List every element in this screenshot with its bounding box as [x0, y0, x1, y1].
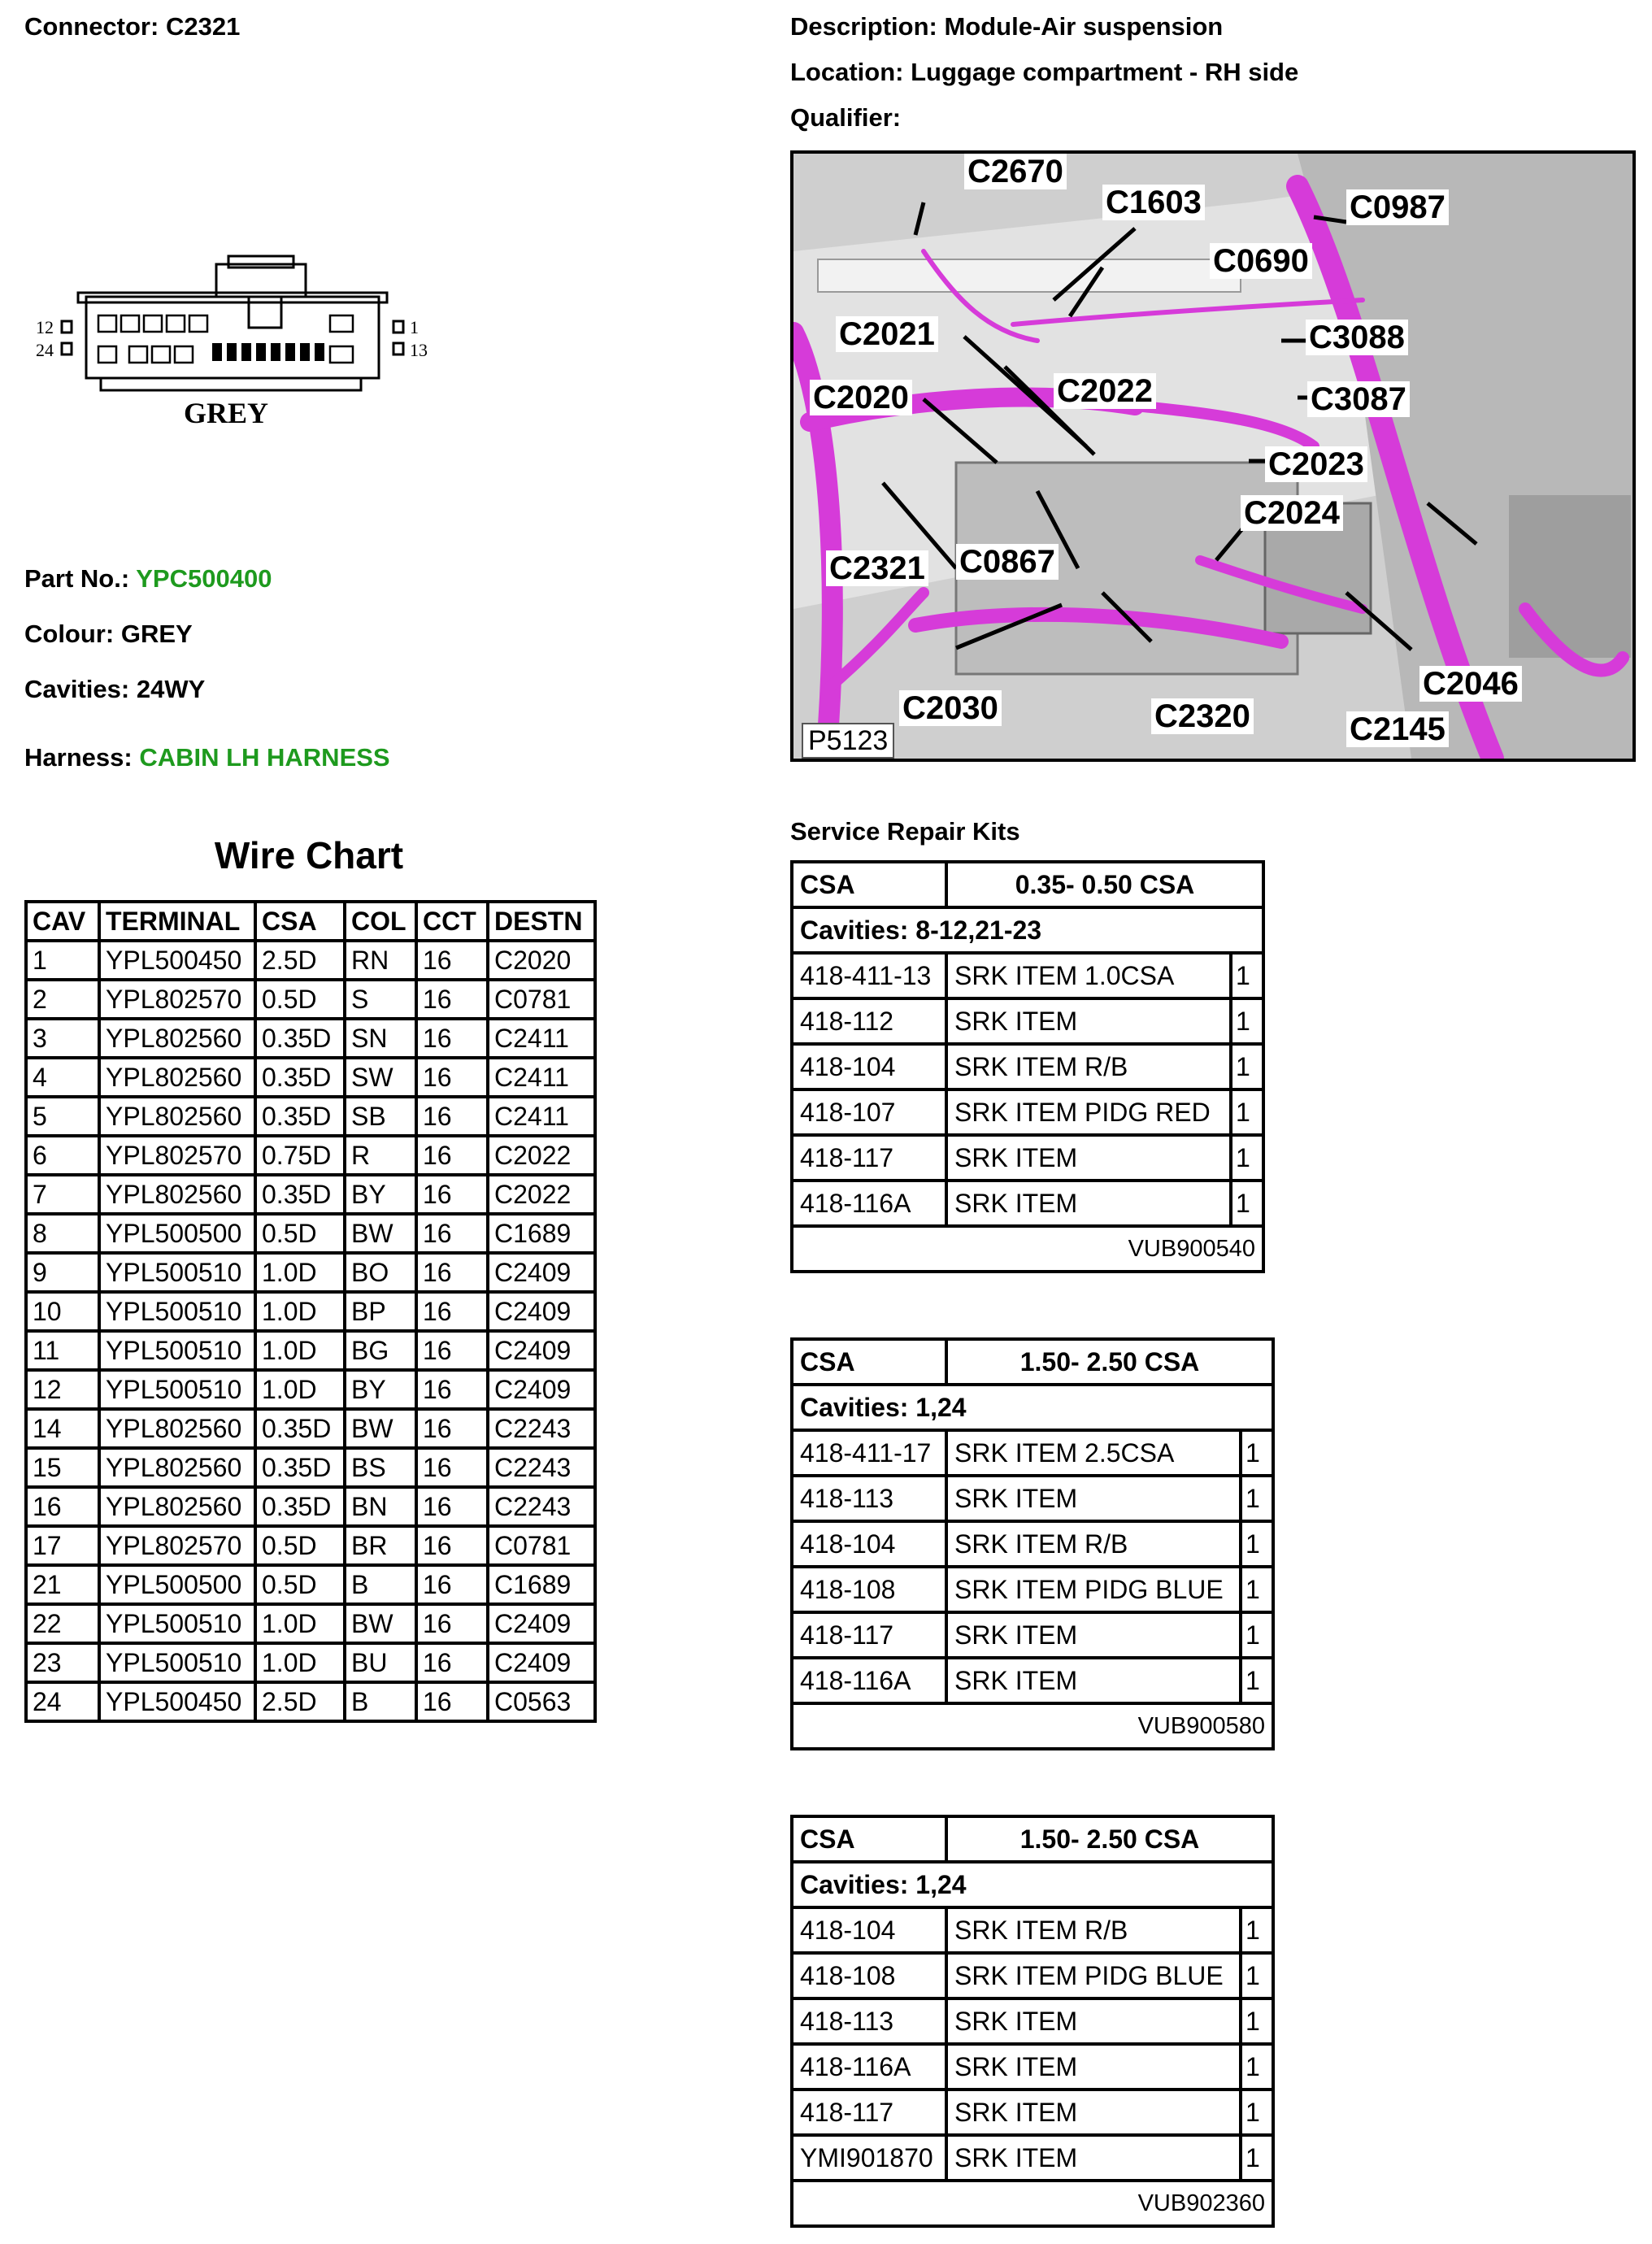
wire-cell-destn[interactable]: C2243 [488, 1487, 595, 1526]
wire-cell-cav: 9 [26, 1253, 99, 1292]
wire-cell-cct: 16 [416, 1058, 488, 1097]
colour-value: GREY [120, 620, 193, 648]
wire-cell-col: SW [345, 1058, 416, 1097]
wire-row [26, 1682, 595, 1721]
wire-cell-col: BP [345, 1292, 416, 1331]
kit-item-part[interactable]: 418-116A [792, 1181, 946, 1226]
connector-label: Connector: [24, 12, 159, 41]
wire-cell-csa: 2.5D [255, 1682, 345, 1721]
kit-cavities-row [792, 1385, 1273, 1430]
wire-cell-csa: 1.0D [255, 1331, 345, 1370]
pin-1-label: 1 [410, 317, 419, 337]
wire-cell-cct: 16 [416, 1331, 488, 1370]
wire-cell-cav: 10 [26, 1292, 99, 1331]
kit-item-desc: SRK ITEM [946, 1476, 1241, 1521]
kit-cavities: Cavities: 1,24 [792, 1385, 1273, 1430]
wire-row [26, 1292, 595, 1331]
kit-item-qty: 1 [1231, 1044, 1263, 1089]
kit-item-part[interactable]: 418-117 [792, 1135, 946, 1181]
callout-c3087: C3087 [1307, 381, 1410, 417]
kit-csa-label: CSA [792, 862, 946, 907]
location-label: Location: [790, 58, 904, 86]
callout-c2046: C2046 [1419, 666, 1522, 702]
callout-c2020: C2020 [810, 380, 912, 415]
kit-item-part[interactable]: 418-104 [792, 1044, 946, 1089]
wire-cell-terminal: YPL802560 [99, 1448, 255, 1487]
callout-c3088: C3088 [1306, 320, 1408, 355]
wire-cell-destn[interactable]: C0781 [488, 1526, 595, 1565]
wire-cell-cct: 16 [416, 1214, 488, 1253]
wire-cell-csa: 1.0D [255, 1604, 345, 1643]
kit-item-qty: 1 [1231, 998, 1263, 1044]
cavities-label: Cavities: [24, 675, 130, 703]
wire-cell-col: RN [345, 941, 416, 980]
kit-item-desc: SRK ITEM R/B [946, 1044, 1231, 1089]
wire-cell-terminal: YPL500510 [99, 1253, 255, 1292]
callout-c2670: C2670 [964, 154, 1067, 189]
kit-item-part[interactable]: 418-411-17 [792, 1430, 946, 1476]
wire-cell-csa: 0.35D [255, 1058, 345, 1097]
wire-cell-terminal: YPL802570 [99, 1136, 255, 1175]
kit-item-qty: 1 [1241, 1476, 1273, 1521]
col-destn: DESTN [488, 902, 595, 941]
colour-line [24, 620, 193, 649]
kit-item-part[interactable]: 418-104 [792, 1521, 946, 1567]
kit-item-row [792, 1089, 1263, 1135]
wire-cell-col: R [345, 1136, 416, 1175]
kit-item-row [792, 1567, 1273, 1612]
wire-cell-csa: 0.35D [255, 1175, 345, 1214]
kit-cavities-row [792, 907, 1263, 953]
kit-csa-label: CSA [792, 1339, 946, 1385]
connector-colour-label: GREY [184, 397, 269, 429]
wire-cell-cav: 16 [26, 1487, 99, 1526]
wire-cell-col: BW [345, 1409, 416, 1448]
wire-cell-csa: 0.35D [255, 1097, 345, 1136]
wire-row [26, 1487, 595, 1526]
wire-row [26, 1370, 595, 1409]
wire-cell-col: B [345, 1565, 416, 1604]
kit-item-part[interactable]: 418-411-13 [792, 953, 946, 998]
kit-item-qty: 1 [1231, 1089, 1263, 1135]
wire-row [26, 1526, 595, 1565]
kit-item-desc: SRK ITEM [946, 1612, 1241, 1658]
callout-c0690: C0690 [1210, 243, 1312, 279]
kit-cavities: Cavities: 8-12,21-23 [792, 907, 1263, 953]
wire-cell-cct: 16 [416, 1136, 488, 1175]
kit-item-desc: SRK ITEM [946, 2044, 1241, 2090]
kit-item-part[interactable]: 418-117 [792, 1612, 946, 1658]
kit-item-qty: 1 [1231, 953, 1263, 998]
kit-number[interactable]: VUB902360 [792, 2181, 1273, 2226]
wire-cell-cav: 4 [26, 1058, 99, 1097]
wire-cell-destn[interactable]: C1689 [488, 1214, 595, 1253]
wire-chart-body [26, 941, 595, 1721]
srk-title: Service Repair Kits [790, 817, 1020, 846]
kit-item-desc: SRK ITEM [946, 2135, 1241, 2181]
wire-cell-destn[interactable]: C2409 [488, 1604, 595, 1643]
kit-item-part[interactable]: 418-116A [792, 1658, 946, 1703]
kit-item-part[interactable]: 418-116A [792, 2044, 946, 2090]
kit-item-desc: SRK ITEM [946, 1998, 1241, 2044]
wire-cell-cct: 16 [416, 1409, 488, 1448]
callout-c2023: C2023 [1265, 446, 1367, 482]
wire-cell-cct: 16 [416, 1097, 488, 1136]
kit-item-part[interactable]: 418-107 [792, 1089, 946, 1135]
wire-cell-cav: 8 [26, 1214, 99, 1253]
wire-cell-terminal: YPL802560 [99, 1058, 255, 1097]
wire-cell-csa: 0.75D [255, 1136, 345, 1175]
col-cav: CAV [26, 902, 99, 941]
wire-cell-cav: 12 [26, 1370, 99, 1409]
kit-item-qty: 1 [1231, 1135, 1263, 1181]
kit-item-part[interactable]: YMI901870 [792, 2135, 946, 2181]
wire-cell-col: BR [345, 1526, 416, 1565]
col-csa: CSA [255, 902, 345, 941]
kit-item-desc: SRK ITEM 2.5CSA [946, 1430, 1241, 1476]
picture-code: P5123 [802, 723, 894, 759]
kit-item-row [792, 1135, 1263, 1181]
wire-cell-terminal: YPL500500 [99, 1214, 255, 1253]
callout-c2030: C2030 [899, 690, 1002, 726]
kit-item-desc: SRK ITEM PIDG RED [946, 1089, 1231, 1135]
wire-cell-cav: 5 [26, 1097, 99, 1136]
wire-cell-cct: 16 [416, 1175, 488, 1214]
cavities-value: 24WY [136, 675, 206, 703]
harness-label: Harness: [24, 743, 133, 772]
kit-item-qty: 1 [1241, 1998, 1273, 2044]
kit-item-qty: 1 [1231, 1181, 1263, 1226]
wire-row [26, 1448, 595, 1487]
wire-cell-terminal: YPL500450 [99, 941, 255, 980]
kit-item-row [792, 998, 1263, 1044]
kit-item-qty: 1 [1241, 2044, 1273, 2090]
wire-row [26, 1136, 595, 1175]
kit-csa-range: 1.50- 2.50 CSA [946, 1339, 1273, 1385]
kit-cavities: Cavities: 1,24 [792, 1862, 1273, 1907]
wire-row [26, 1097, 595, 1136]
kit-item-part[interactable]: 418-108 [792, 1567, 946, 1612]
harness-line [24, 743, 390, 772]
wire-cell-csa: 0.5D [255, 1214, 345, 1253]
location-line [790, 58, 1298, 87]
connector-heading [24, 12, 240, 41]
wire-cell-cav: 15 [26, 1448, 99, 1487]
wire-cell-csa: 0.5D [255, 1565, 345, 1604]
wire-cell-cav: 17 [26, 1526, 99, 1565]
kit-number[interactable]: VUB900580 [792, 1703, 1273, 1749]
kit-number-row [792, 1703, 1273, 1749]
part-no-link[interactable]: YPC500400 [136, 564, 272, 593]
wire-row [26, 980, 595, 1019]
pin-13-label: 13 [410, 340, 428, 360]
connector-face-diagram [29, 252, 436, 439]
kit-item-desc: SRK ITEM [946, 1658, 1241, 1703]
wire-row [26, 1175, 595, 1214]
cavities-line [24, 675, 205, 704]
wire-chart-header-row [26, 902, 595, 941]
location-photo [790, 150, 1636, 762]
wire-cell-col: BW [345, 1214, 416, 1253]
wire-cell-col: BS [345, 1448, 416, 1487]
wire-row [26, 1409, 595, 1448]
wire-cell-cct: 16 [416, 1604, 488, 1643]
wire-cell-csa: 1.0D [255, 1370, 345, 1409]
wire-row [26, 1019, 595, 1058]
wire-cell-terminal: YPL500510 [99, 1292, 255, 1331]
kit-item-desc: SRK ITEM R/B [946, 1907, 1241, 1953]
wire-row [26, 1331, 595, 1370]
wire-cell-destn[interactable]: C0781 [488, 980, 595, 1019]
description-label: Description: [790, 12, 937, 41]
wire-cell-col: SN [345, 1019, 416, 1058]
wire-cell-terminal: YPL802570 [99, 980, 255, 1019]
kit-header-row [792, 1339, 1273, 1385]
kit-item-row [792, 1476, 1273, 1521]
callout-c2024: C2024 [1241, 495, 1343, 531]
col-col: COL [345, 902, 416, 941]
kit-number-row [792, 1226, 1263, 1272]
wire-cell-cav: 21 [26, 1565, 99, 1604]
wire-row [26, 1253, 595, 1292]
wire-cell-terminal: YPL500510 [99, 1604, 255, 1643]
kit-item-row [792, 2044, 1273, 2090]
srk-kit-table [790, 860, 1265, 1273]
kit-number[interactable]: VUB900540 [792, 1226, 1263, 1272]
wire-cell-csa: 0.35D [255, 1409, 345, 1448]
wire-cell-col: BN [345, 1487, 416, 1526]
wire-cell-cav: 3 [26, 1019, 99, 1058]
description-line [790, 12, 1223, 41]
callout-c0867: C0867 [956, 544, 1059, 580]
wire-cell-cct: 16 [416, 1253, 488, 1292]
wire-cell-destn[interactable]: C2022 [488, 1136, 595, 1175]
callout-c1603: C1603 [1102, 185, 1205, 220]
wire-cell-csa: 0.35D [255, 1487, 345, 1526]
wire-cell-terminal: YPL802560 [99, 1409, 255, 1448]
kit-cavities-row [792, 1862, 1273, 1907]
kit-item-row [792, 1907, 1273, 1953]
kit-item-part[interactable]: 418-113 [792, 1476, 946, 1521]
col-terminal: TERMINAL [99, 902, 255, 941]
wire-cell-cct: 16 [416, 1370, 488, 1409]
callout-c2021: C2021 [836, 316, 938, 352]
kit-item-desc: SRK ITEM [946, 2090, 1241, 2135]
wire-cell-col: SB [345, 1097, 416, 1136]
kit-item-qty: 1 [1241, 2090, 1273, 2135]
wire-cell-cct: 16 [416, 1643, 488, 1682]
kit-item-qty: 1 [1241, 1907, 1273, 1953]
callout-c2320: C2320 [1151, 698, 1254, 734]
qualifier-line [790, 103, 901, 133]
colour-label: Colour: [24, 620, 115, 648]
wire-cell-destn[interactable]: C2020 [488, 941, 595, 980]
wire-cell-destn[interactable]: C0563 [488, 1682, 595, 1721]
kit-item-qty: 1 [1241, 1430, 1273, 1476]
wire-cell-terminal: YPL802570 [99, 1526, 255, 1565]
wire-cell-cct: 16 [416, 1565, 488, 1604]
wire-row [26, 1214, 595, 1253]
kit-item-qty: 1 [1241, 1567, 1273, 1612]
wire-cell-destn[interactable]: C2411 [488, 1058, 595, 1097]
kit-number-row [792, 2181, 1273, 2226]
wire-cell-cct: 16 [416, 1487, 488, 1526]
wire-cell-col: BY [345, 1370, 416, 1409]
wire-cell-cct: 16 [416, 1019, 488, 1058]
wire-cell-terminal: YPL500510 [99, 1643, 255, 1682]
kit-item-row [792, 953, 1263, 998]
wire-cell-cav: 7 [26, 1175, 99, 1214]
kit-item-row [792, 1521, 1273, 1567]
wire-cell-destn[interactable]: C2022 [488, 1175, 595, 1214]
wire-cell-terminal: YPL802560 [99, 1019, 255, 1058]
wire-cell-destn[interactable]: C1689 [488, 1565, 595, 1604]
wire-cell-destn[interactable]: C2409 [488, 1292, 595, 1331]
col-cct: CCT [416, 902, 488, 941]
callout-c2145: C2145 [1346, 711, 1449, 747]
wire-cell-csa: 0.35D [255, 1019, 345, 1058]
kit-item-desc: SRK ITEM [946, 998, 1231, 1044]
kit-item-qty: 1 [1241, 1612, 1273, 1658]
wire-chart-table [24, 900, 597, 1723]
wire-cell-cct: 16 [416, 1292, 488, 1331]
wire-cell-cct: 16 [416, 980, 488, 1019]
kit-item-desc: SRK ITEM [946, 1181, 1231, 1226]
wire-cell-csa: 0.35D [255, 1448, 345, 1487]
wire-cell-terminal: YPL500510 [99, 1370, 255, 1409]
wire-cell-col: BY [345, 1175, 416, 1214]
wire-cell-csa: 2.5D [255, 941, 345, 980]
part-no-line [24, 564, 272, 594]
kit-item-qty: 1 [1241, 1658, 1273, 1703]
wire-cell-terminal: YPL802560 [99, 1487, 255, 1526]
wire-cell-destn[interactable]: C2243 [488, 1409, 595, 1448]
wire-cell-cct: 16 [416, 1682, 488, 1721]
kit-item-desc: SRK ITEM PIDG BLUE [946, 1953, 1241, 1998]
wire-cell-col: S [345, 980, 416, 1019]
kit-item-row [792, 1044, 1263, 1089]
wire-cell-destn[interactable]: C2411 [488, 1097, 595, 1136]
wire-row [26, 1604, 595, 1643]
wire-cell-csa: 0.5D [255, 980, 345, 1019]
wire-cell-cav: 24 [26, 1682, 99, 1721]
kit-item-part[interactable]: 418-104 [792, 1907, 946, 1953]
kit-item-part[interactable]: 418-108 [792, 1953, 946, 1998]
wire-cell-cav: 22 [26, 1604, 99, 1643]
kit-item-row [792, 1430, 1273, 1476]
srk-kit-table [790, 1815, 1275, 2228]
wire-cell-terminal: YPL500450 [99, 1682, 255, 1721]
wire-cell-destn[interactable]: C2411 [488, 1019, 595, 1058]
wire-row [26, 1058, 595, 1097]
wire-cell-cav: 14 [26, 1409, 99, 1448]
callout-c0987: C0987 [1346, 189, 1449, 225]
wire-cell-cct: 16 [416, 1526, 488, 1565]
wire-cell-terminal: YPL802560 [99, 1175, 255, 1214]
srk-kit-table [790, 1337, 1275, 1750]
wire-row [26, 1565, 595, 1604]
wire-cell-cct: 16 [416, 941, 488, 980]
wire-cell-terminal: YPL500510 [99, 1331, 255, 1370]
wire-cell-col: BO [345, 1253, 416, 1292]
kit-item-desc: SRK ITEM 1.0CSA [946, 953, 1231, 998]
wire-cell-csa: 1.0D [255, 1253, 345, 1292]
wire-cell-csa: 0.5D [255, 1526, 345, 1565]
description-value: Module-Air suspension [944, 12, 1224, 41]
wire-cell-cav: 2 [26, 980, 99, 1019]
wire-cell-destn[interactable]: C2409 [488, 1370, 595, 1409]
wire-cell-col: BW [345, 1604, 416, 1643]
kit-item-row [792, 2135, 1273, 2181]
qualifier-label: Qualifier: [790, 103, 902, 132]
wire-cell-terminal: YPL802560 [99, 1097, 255, 1136]
wire-row [26, 941, 595, 980]
kit-item-row [792, 1181, 1263, 1226]
wire-cell-terminal: YPL500500 [99, 1565, 255, 1604]
wire-cell-cav: 1 [26, 941, 99, 980]
kit-item-part[interactable]: 418-117 [792, 2090, 946, 2135]
wire-cell-cav: 11 [26, 1331, 99, 1370]
kit-item-row [792, 2090, 1273, 2135]
kit-header-row [792, 862, 1263, 907]
wire-cell-col: BU [345, 1643, 416, 1682]
wire-cell-destn[interactable]: C2409 [488, 1253, 595, 1292]
kit-item-row [792, 1658, 1273, 1703]
wire-cell-cav: 6 [26, 1136, 99, 1175]
pin-12-label: 12 [36, 317, 54, 337]
kit-item-qty: 1 [1241, 1521, 1273, 1567]
wire-cell-col: B [345, 1682, 416, 1721]
kit-csa-label: CSA [792, 1816, 946, 1862]
kit-item-qty: 1 [1241, 2135, 1273, 2181]
kit-item-desc: SRK ITEM R/B [946, 1521, 1241, 1567]
wire-cell-csa: 1.0D [255, 1292, 345, 1331]
kit-csa-range: 1.50- 2.50 CSA [946, 1816, 1273, 1862]
kit-item-row [792, 1953, 1273, 1998]
wire-cell-csa: 1.0D [255, 1643, 345, 1682]
kit-item-part[interactable]: 418-113 [792, 1998, 946, 2044]
kit-item-desc: SRK ITEM [946, 1135, 1231, 1181]
kit-item-qty: 1 [1241, 1953, 1273, 1998]
wire-cell-cav: 23 [26, 1643, 99, 1682]
callout-c2022: C2022 [1054, 373, 1156, 409]
kit-item-desc: SRK ITEM PIDG BLUE [946, 1567, 1241, 1612]
kit-header-row [792, 1816, 1273, 1862]
kit-item-row [792, 1612, 1273, 1658]
wire-cell-destn[interactable]: C2409 [488, 1331, 595, 1370]
connector-id: C2321 [165, 12, 241, 41]
wire-cell-cct: 16 [416, 1448, 488, 1487]
wire-cell-col: BG [345, 1331, 416, 1370]
wire-cell-destn[interactable]: C2243 [488, 1448, 595, 1487]
kit-csa-range: 0.35- 0.50 CSA [946, 862, 1263, 907]
kit-item-part[interactable]: 418-112 [792, 998, 946, 1044]
part-no-label: Part No.: [24, 564, 130, 593]
harness-link[interactable]: CABIN LH HARNESS [139, 743, 390, 772]
pin-24-label: 24 [36, 340, 54, 360]
wire-cell-destn[interactable]: C2409 [488, 1643, 595, 1682]
callout-c2321: C2321 [826, 550, 928, 586]
kit-item-row [792, 1998, 1273, 2044]
wire-row [26, 1643, 595, 1682]
location-value: Luggage compartment - RH side [911, 58, 1299, 86]
wire-chart-title: Wire Chart [214, 834, 404, 876]
